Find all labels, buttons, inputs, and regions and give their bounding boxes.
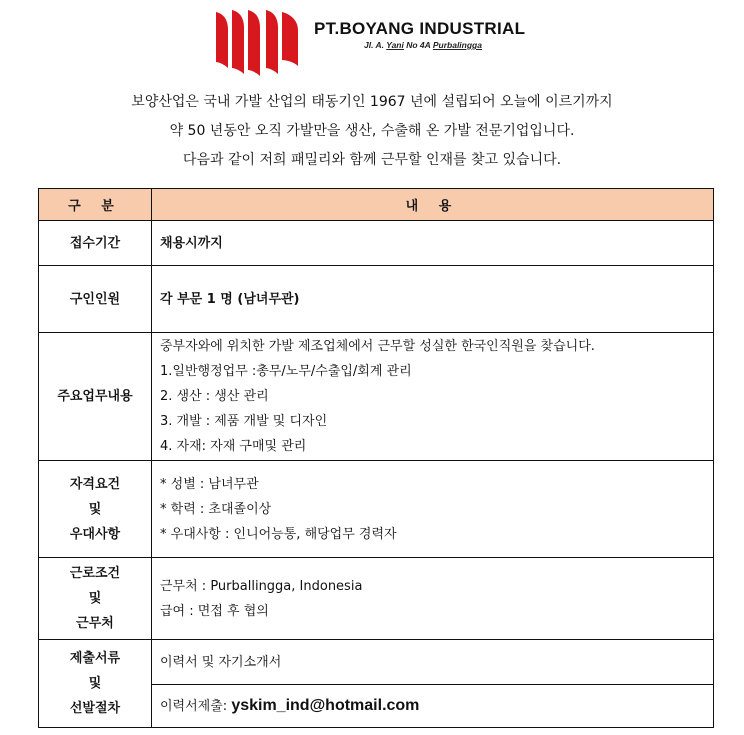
documents-label: 제출서류 및 선발절차 — [39, 640, 152, 728]
condition-line: 급여 : 면접 후 협의 — [160, 603, 269, 619]
qualification-line: * 학력 : 초대졸이상 — [160, 501, 272, 517]
intro-line: 보양산업은 국내 가발 산업의 태동기인 1967 년에 설립되어 오늘에 이르기까지 — [131, 94, 613, 110]
table-header-row — [39, 189, 714, 221]
qualifications-label: 자격요건 및 우대사항 — [39, 461, 152, 558]
intro-text — [0, 88, 744, 175]
table-row-conditions — [39, 558, 714, 640]
qualifications-content — [152, 461, 714, 558]
duties-label: 주요업무내용 — [39, 333, 152, 461]
duties-line: 2. 생산 : 생산 관리 — [160, 389, 269, 404]
period-value: 채용시까지 — [152, 221, 714, 266]
table-row-documents — [39, 640, 714, 685]
header-category: 구 분 — [39, 189, 152, 221]
duties-line: 3. 개발 : 제품 개발 및 디자인 — [160, 414, 328, 429]
company-address: Jl. A. Yani No 4A Purbalingga — [364, 40, 482, 50]
duties-line: 4. 자재: 자재 구매및 관리 — [160, 439, 307, 454]
intro-line: 약 50 년동안 오직 가발만을 생산, 수출해 온 가발 전문기업입니다. — [169, 123, 575, 139]
condition-line: 근무처 : Purballingga, Indonesia — [160, 578, 363, 594]
conditions-content — [152, 558, 714, 640]
company-name: PT.BOYANG INDUSTRIAL — [314, 19, 526, 38]
job-posting-table — [38, 188, 714, 728]
conditions-label: 근로조건 및 근무처 — [39, 558, 152, 640]
qualification-line: * 성별 : 남녀무관 — [160, 476, 259, 492]
table-row-qualifications — [39, 461, 714, 558]
duties-content — [152, 333, 714, 461]
submission-content — [152, 685, 714, 728]
headcount-label: 구인인원 — [39, 266, 152, 333]
submission-prefix: 이력서제출: — [160, 699, 232, 714]
documents-value: 이력서 및 자기소개서 — [152, 640, 714, 685]
intro-line: 다음과 같이 저희 패밀리와 함께 근무할 인재를 찾고 있습니다. — [182, 152, 562, 168]
qualification-line: * 우대사항 : 인니어능통, 해당업무 경력자 — [160, 526, 397, 542]
table-row-duties — [39, 333, 714, 461]
duties-line: 중부자와에 위치한 가발 제조업체에서 근무할 성실한 한국인직원을 찾습니다. — [160, 339, 595, 354]
email-link[interactable]: yskim_ind@hotmail.com — [231, 697, 420, 714]
headcount-value: 각 부문 1 명 (남녀무관) — [152, 266, 714, 333]
header-content: 내 용 — [152, 189, 714, 221]
duties-line: 1.일반행정업무 :총무/노무/수출입/회계 관리 — [160, 364, 412, 379]
company-logo-icon — [214, 8, 300, 78]
table-row-headcount — [39, 266, 714, 333]
table-row-period — [39, 221, 714, 266]
period-label: 접수기간 — [39, 221, 152, 266]
header — [0, 0, 744, 86]
